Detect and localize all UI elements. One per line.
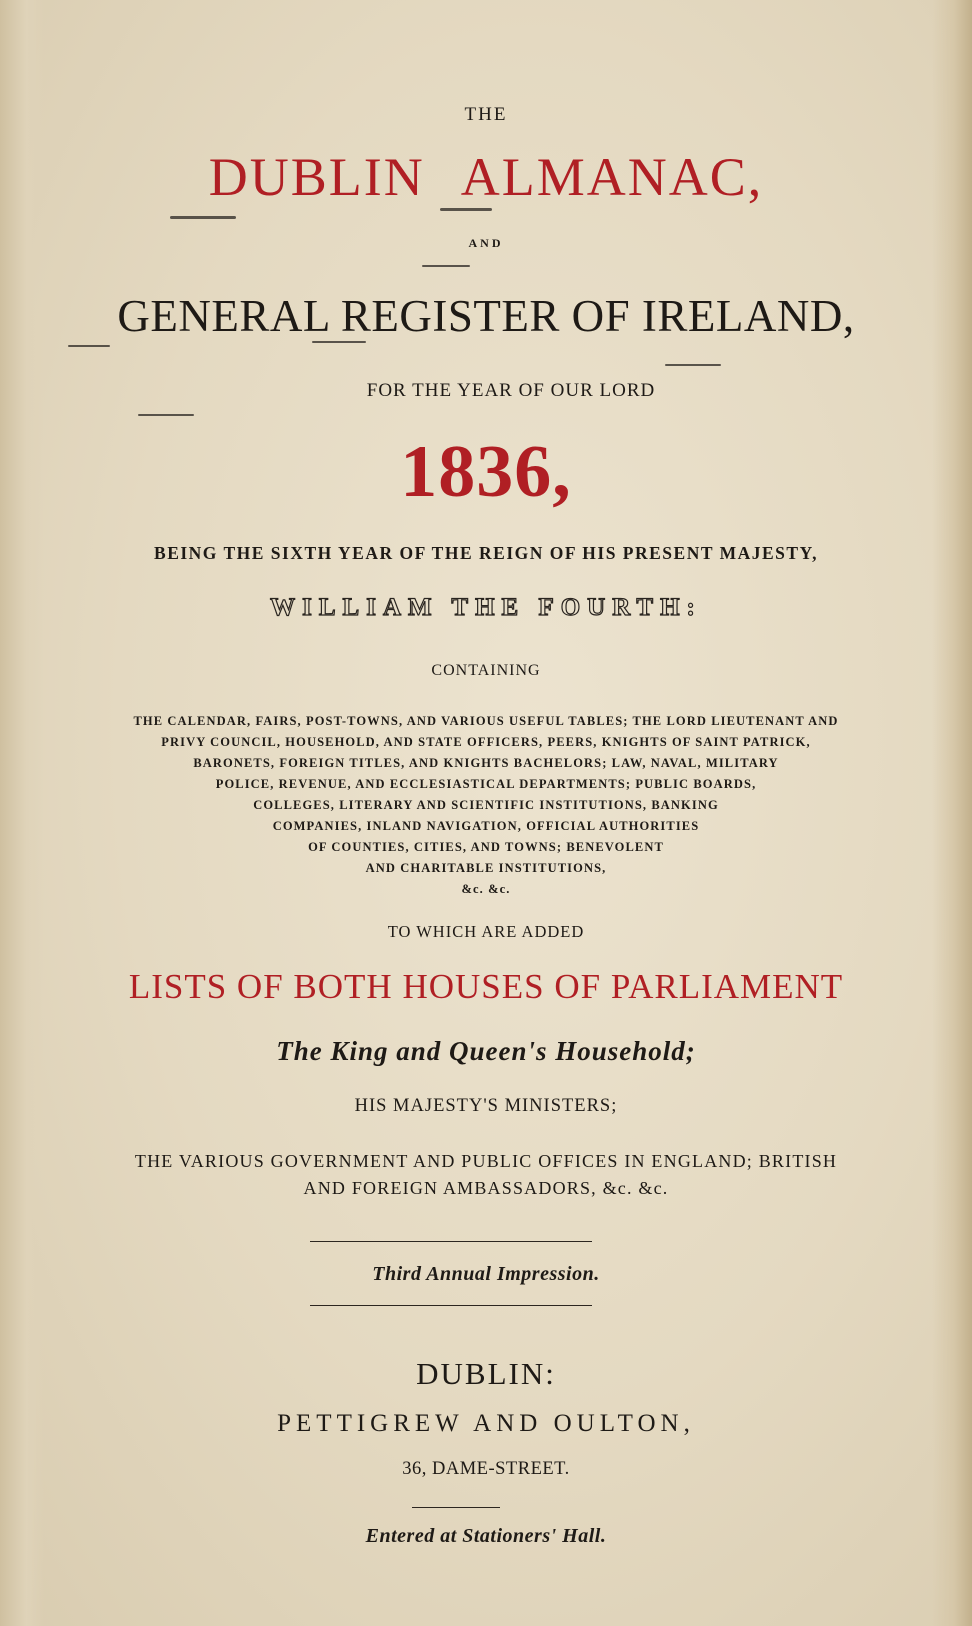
ink-mark — [312, 341, 366, 343]
contents-line: BARONETS, FOREIGN TITLES, AND KNIGHTS BACHELORS; LAW, NAVAL, MILITARY — [193, 756, 779, 770]
contents-line: PRIVY COUNCIL, HOUSEHOLD, AND STATE OFFICERS, PEERS, KNIGHTS OF SAINT PATRICK, — [161, 735, 811, 749]
ink-mark — [68, 345, 110, 347]
containing-heading: CONTAINING — [431, 662, 541, 679]
contents-list — [0, 711, 972, 900]
title-article: THE — [464, 104, 508, 125]
ink-mark — [665, 364, 721, 366]
main-title — [0, 146, 972, 208]
contents-line: COLLEGES, LITERARY AND SCIENTIFIC INSTITUTIONS, BANKING — [253, 798, 719, 812]
offices-line-2: AND FOREIGN AMBASSADORS, &c. &c. — [303, 1178, 669, 1198]
divider-rule — [310, 1241, 592, 1242]
contents-line: POLICE, REVENUE, AND ECCLESIASTICAL DEPARTMENTS; PUBLIC BOARDS, — [215, 777, 757, 791]
king-name: WILLIAM THE FOURTH: — [270, 594, 702, 621]
reign-line: BEING THE SIXTH YEAR OF THE REIGN OF HIS PRESENT MAJESTY, — [154, 543, 818, 563]
offices-text — [0, 1148, 972, 1202]
ministers-line: HIS MAJESTY'S MINISTERS; — [354, 1096, 618, 1116]
added-heading: TO WHICH ARE ADDED — [387, 922, 585, 941]
year-of-lord-line: FOR THE YEAR OF OUR LORD — [366, 380, 656, 401]
publication-city: DUBLIN: — [416, 1356, 556, 1391]
contents-line: &c. &c. — [461, 882, 511, 896]
divider-rule — [412, 1507, 500, 1508]
divider-rule — [310, 1305, 592, 1306]
contents-line: AND CHARITABLE INSTITUTIONS, — [365, 861, 607, 875]
ink-mark — [170, 216, 236, 219]
contents-line: OF COUNTIES, CITIES, AND TOWNS; BENEVOLENT — [308, 840, 664, 854]
publisher-address: 36, DAME-STREET. — [402, 1459, 570, 1479]
almanac-year: 1836, — [400, 431, 572, 513]
copyright-note: Entered at Stationers' Hall. — [365, 1525, 607, 1547]
main-title-part2: ALMANAC, — [460, 147, 764, 207]
parliament-lists: LISTS OF BOTH HOUSES OF PARLIAMENT — [128, 967, 844, 1006]
ink-mark — [422, 265, 470, 267]
royal-household: The King and Queen's Household; — [276, 1036, 696, 1066]
contents-line: COMPANIES, INLAND NAVIGATION, OFFICIAL AUTHORITIES — [272, 819, 700, 833]
publisher-name: PETTIGREW AND OULTON, — [277, 1410, 695, 1437]
subtitle: GENERAL REGISTER OF IRELAND, — [117, 291, 855, 341]
offices-line-1: THE VARIOUS GOVERNMENT AND PUBLIC OFFICES IN ENGLAND; BRITISH — [134, 1151, 838, 1171]
ink-mark — [440, 208, 492, 211]
main-title-part1: DUBLIN — [208, 147, 425, 207]
ink-mark — [138, 414, 194, 416]
contents-line: THE CALENDAR, FAIRS, POST-TOWNS, AND VARIOUS USEFUL TABLES; THE LORD LIEUTENANT AND — [133, 714, 839, 728]
impression-note: Third Annual Impression. — [372, 1263, 600, 1285]
conjunction-and: AND — [468, 236, 504, 250]
